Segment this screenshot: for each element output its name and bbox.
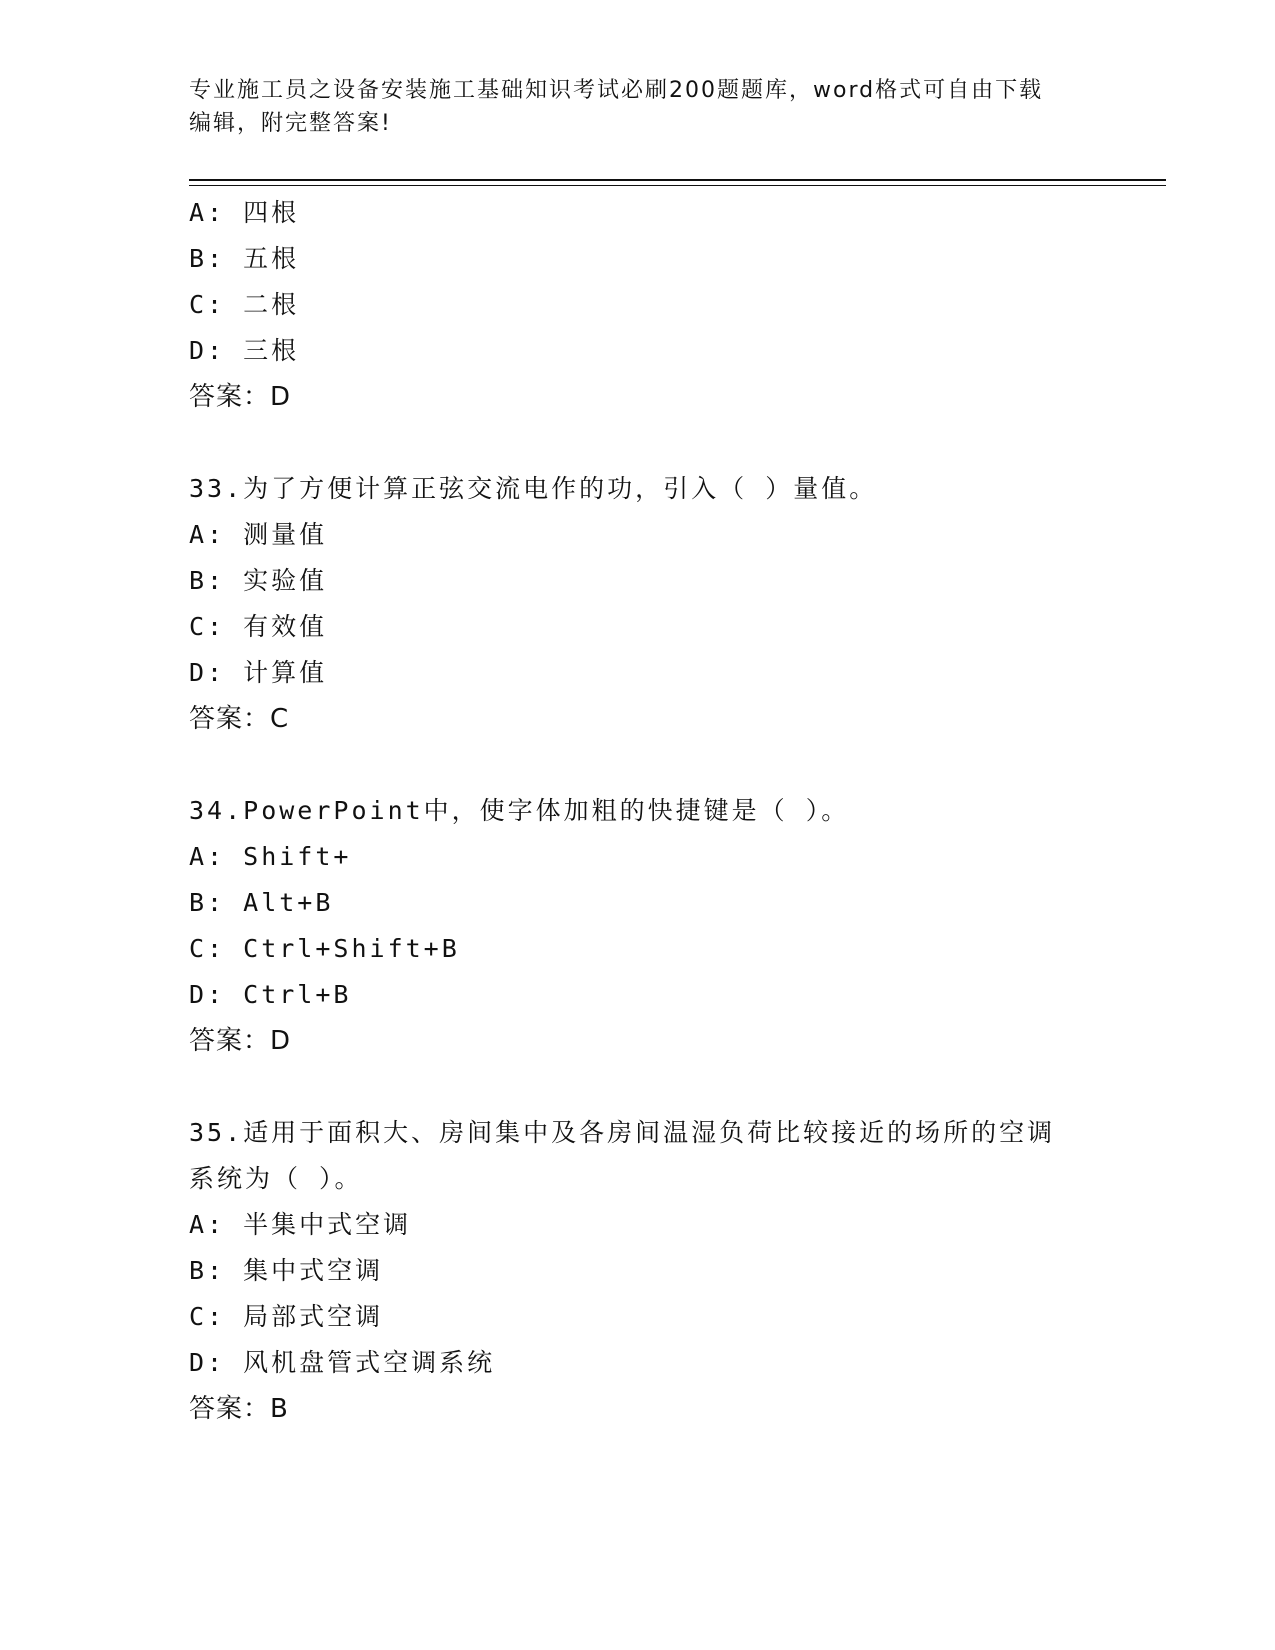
option-a: A: 四根 [189, 198, 300, 227]
answer-line: 答案：D [189, 382, 292, 412]
option-c: C: Ctrl+Shift+B [189, 934, 460, 963]
option-b: B: 五根 [189, 244, 300, 273]
question-block-32 [189, 190, 1089, 420]
option-a: A: 测量值 [189, 520, 328, 549]
option-a: A: Shift+ [189, 842, 352, 871]
option-b: B: 集中式空调 [189, 1256, 384, 1285]
header-line-1: 专业施工员之设备安装施工基础知识考试必刷200题题库，word格式可自由下载 [189, 78, 1044, 103]
question-stem-line-1: 35.适用于面积大、房间集中及各房间温湿负荷比较接近的场所的空调 [189, 1118, 1056, 1147]
option-d: D: 三根 [189, 336, 300, 365]
spacer [189, 1064, 1089, 1110]
option-d: D: 计算值 [189, 658, 328, 687]
spacer [189, 420, 1089, 466]
option-c: C: 有效值 [189, 612, 328, 641]
answer-line: 答案：C [189, 704, 290, 734]
option-d: D: 风机盘管式空调系统 [189, 1348, 496, 1377]
question-block-34 [189, 788, 1089, 1064]
question-stem-line-2: 系统为（ ）。 [189, 1164, 363, 1193]
answer-line: 答案：B [189, 1394, 289, 1424]
question-list [189, 190, 1089, 1432]
header-line-2: 编辑，附完整答案! [189, 111, 392, 136]
option-c: C: 二根 [189, 290, 300, 319]
option-b: B: 实验值 [189, 566, 328, 595]
answer-line: 答案：D [189, 1026, 292, 1056]
option-b: B: Alt+B [189, 888, 334, 917]
question-stem: 34.PowerPoint中，使字体加粗的快捷键是（ ）。 [189, 796, 850, 825]
question-block-35 [189, 1110, 1089, 1432]
option-d: D: Ctrl+B [189, 980, 352, 1009]
question-block-33 [189, 466, 1089, 742]
option-c: C: 局部式空调 [189, 1302, 384, 1331]
question-stem: 33.为了方便计算正弦交流电作的功，引入（ ）量值。 [189, 474, 878, 503]
spacer [189, 742, 1089, 788]
header-divider-thin [189, 185, 1166, 186]
page-header [189, 74, 1089, 140]
option-a: A: 半集中式空调 [189, 1210, 412, 1239]
header-divider-thick [189, 179, 1166, 181]
